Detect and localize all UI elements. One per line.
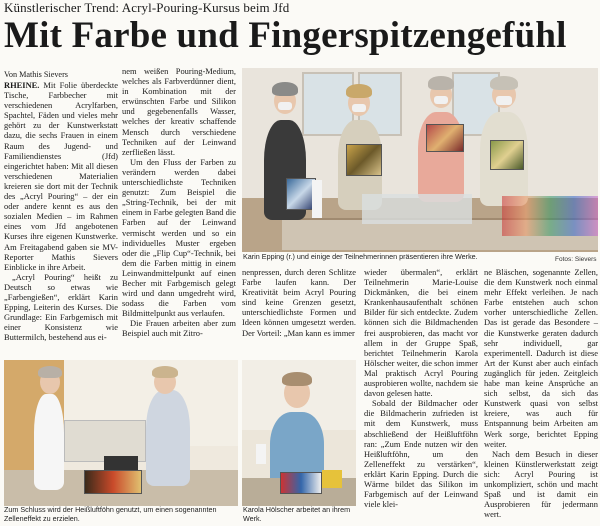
article-column-5 bbox=[484, 267, 598, 519]
paragraph: Sobald der Bildmacher oder die Bildmacherin zufrieden ist mit dem Kunstwerk, muss abschließend der Heißluftföhn ran: „Zum Ende nutzen wir den Heißluftföhn, um den Zelleneffekt zu verstärken“, erklärt Karin Epping. Durch die Wärme bildet das Silikon im Farbgemisch auf der Leinwand viele klei- bbox=[364, 398, 478, 510]
paragraph: nenpressen, durch deren Schlitze Farbe laufen kann. Der Kreativität beim Acryl Pouring sind keine Grenzen gesetzt, unterschiedlichste Formen und Ideen können umgesetzt werden. Der Vorteil: „Man kann es immer bbox=[242, 267, 356, 338]
paragraph: ne Bläschen, sogenannte Zellen, die dem Kunstwerk noch einmal mehr Effekt verleihen. Je nach Farbe entstehen auch schon vorher unterschiedliche Zellen. Das ist gerade das Besondere – die Kunstwerke geraten dadurch sehr individuell, gar experimentell. Dadurch ist diese Art der Kunst aber auch einfach zugänglich für jeden. Zeitgleich habe man keine Ansprüche an sich selbst, da sich das Kunstwerk quasi von selbst kreiere, was auch für Entspannung beim Arbeiten am Werk sorge, berichtet Epping weiter. bbox=[484, 267, 598, 449]
byline: Von Mathis Sievers bbox=[4, 70, 68, 79]
participant-photo bbox=[242, 360, 356, 506]
article-column-4 bbox=[364, 267, 478, 509]
paragraph: Nach dem Besuch in dieser kleinen Künstlerwerkstatt zeigt sich: Acryl Pouring ist unkompliziert, schön und macht Spaß und ist damit ein Ausprobieren für jedermann wert. bbox=[484, 448, 598, 520]
article-column-3 bbox=[242, 267, 356, 338]
article-column-1 bbox=[4, 80, 118, 342]
paragraph: „Acryl Pouring“ heißt zu Deutsch so etwas wie „Farbengießen“, erklärt Karin Epping, Leiterin des Kurses. Die Grundlage: Ein Farbgemisch mit einer Konsistenz wie Buttermilch, bestehend aus ei- bbox=[4, 271, 118, 343]
article-column-2 bbox=[122, 66, 236, 339]
heat-gun-caption: Zum Schluss wird der Heißluftföhn genutzt, um einen sogenannten Zelleneffekt zu erzielen. bbox=[4, 505, 217, 523]
paragraph: nem weißen Pouring-Medium, welches als Farbverdünner dient, in Kombination mit der erwünschten Farbe und Silikon und gegebenenfalls Wasser, welches der kreativ schaffende Mensch durch verschiedene Techniken auf der Leinwand zerfließen lässt. bbox=[122, 66, 236, 157]
participant-caption: Karola Hölscher arbeitet an ihrem Werk. bbox=[243, 505, 351, 523]
paragraph: wieder übermalen“, erklärt Teilnehmerin Marie-Louise Dickmänken, die bei einem Krankenhausaufenthalt schönen Bilder für sich entdeckte. Zudem können sich die Bildmachenden frei ausprobieren, das macht vor allem in der Gruppe Spaß, berichtet Teilnehmerin Karola Hölscher weiter, die schon immer Mal praktisch Acryl Pouring ausprobieren wollte, nachdem sie davon gelesen hatte. bbox=[364, 267, 478, 399]
main-photo-caption: Karin Epping (r.) und einige der Teilnehmerinnen präsentieren ihre Werke. bbox=[243, 252, 478, 261]
dateline: RHEINE. bbox=[4, 80, 40, 90]
paragraph: RHEINE. Mit Folie überdeckte Tische, Farbbecher mit verschiedenen Acrylfarben, Spachtel, Fäden und vieles mehr gehört zu der Kunstwerkstatt dazu, die sechs Frauen in einem Raum des Jugend- und Familiendienstes (Jfd) eingerichtet haben: Mit all diesen verschiedenen Materialien kreieren sie dort mit der Technik des „Acryl Pouring“ – der ein oder andere kennt es aus den sozialen Medien – im Rahmen eines vom Jfd angebotenen Kurses ihre eigenen Kunstwerke. Am Freitagabend gaben sie MV-Reporter Mathis Sievers Einblicke in ihre Arbeit. bbox=[4, 80, 118, 272]
paragraph: Um den Fluss der Farben zu verändern werden dabei unterschiedlichste Techniken genutzt: Zum Beispiel die „String-Technik, bei der mit einem in Farbe gelegten Band die Farben auf der Leinwand vermischt werden und so ein individuelles Muster ergeben oder die „Flip Cup“-Technik, bei dem die Farben mittig in einem Leinwandmittelpunkt auf einen Becher mit Farbgemisch gelegt wird und dann umgedreht wird, sodass die Farben vom Bildmittelpunkt aus verlaufen. bbox=[122, 156, 236, 319]
kicker: Künstlerischer Trend: Acryl-Pouring-Kursus beim Jfd bbox=[4, 0, 290, 15]
paragraph: Die Frauen arbeiten aber zum Beispiel auch mit Zitro- bbox=[122, 318, 236, 339]
heat-gun-photo bbox=[4, 360, 238, 506]
main-photo bbox=[242, 68, 598, 252]
headline: Mit Farbe und Fingerspitzengefühl bbox=[4, 15, 567, 56]
photo-credit: Fotos: Sievers bbox=[555, 256, 597, 263]
